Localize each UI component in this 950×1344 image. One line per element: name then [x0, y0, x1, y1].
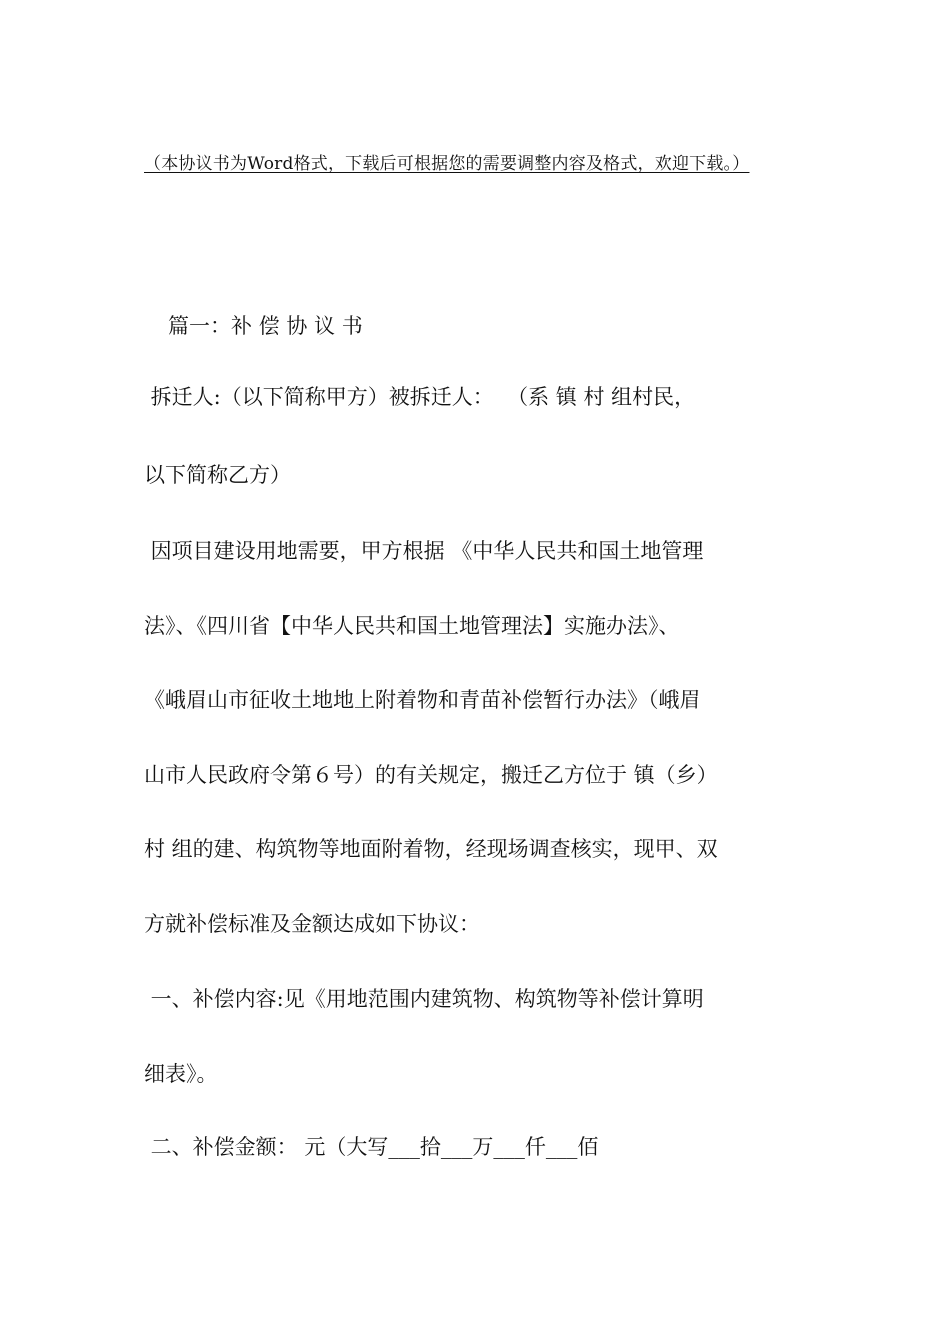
body-line-2: 以下简称乙方）	[144, 463, 291, 487]
body-line-4: 法》、《四川省【中华人民共和国土地管理法】实施办法》、	[144, 614, 680, 638]
body-line-3: 因项目建设用地需要，甲方根据 《中华人民共和国土地管理	[144, 539, 704, 563]
body-line-9: 一、补偿内容:见《用地范围内建筑物、构筑物等补偿计算明	[144, 987, 704, 1011]
body-line-11: 二、补偿金额： 元（大写___拾___万___仟___佰	[144, 1135, 599, 1159]
body-line-8: 方就补偿标准及金额达成如下协议：	[144, 912, 480, 936]
body-line-5: 《峨眉山市征收土地地上附着物和青苗补偿暂行办法》（峨眉	[144, 688, 701, 712]
download-notice: （本协议书为Word格式，下载后可根据您的需要调整内容及格式，欢迎下载。）	[144, 154, 750, 174]
section-title: 篇一：补 偿 协 议 书	[168, 314, 363, 338]
body-line-7: 村 组的建、构筑物等地面附着物，经现场调查核实，现甲、双	[144, 837, 718, 861]
body-line-10: 细表》。	[144, 1062, 218, 1086]
body-line-6: 山市人民政府令第６号）的有关规定，搬迁乙方位于 镇（乡）	[144, 763, 718, 787]
body-line-1: 拆迁人:（以下简称甲方）被拆迁人： （系 镇 村 组村民，	[144, 385, 696, 409]
